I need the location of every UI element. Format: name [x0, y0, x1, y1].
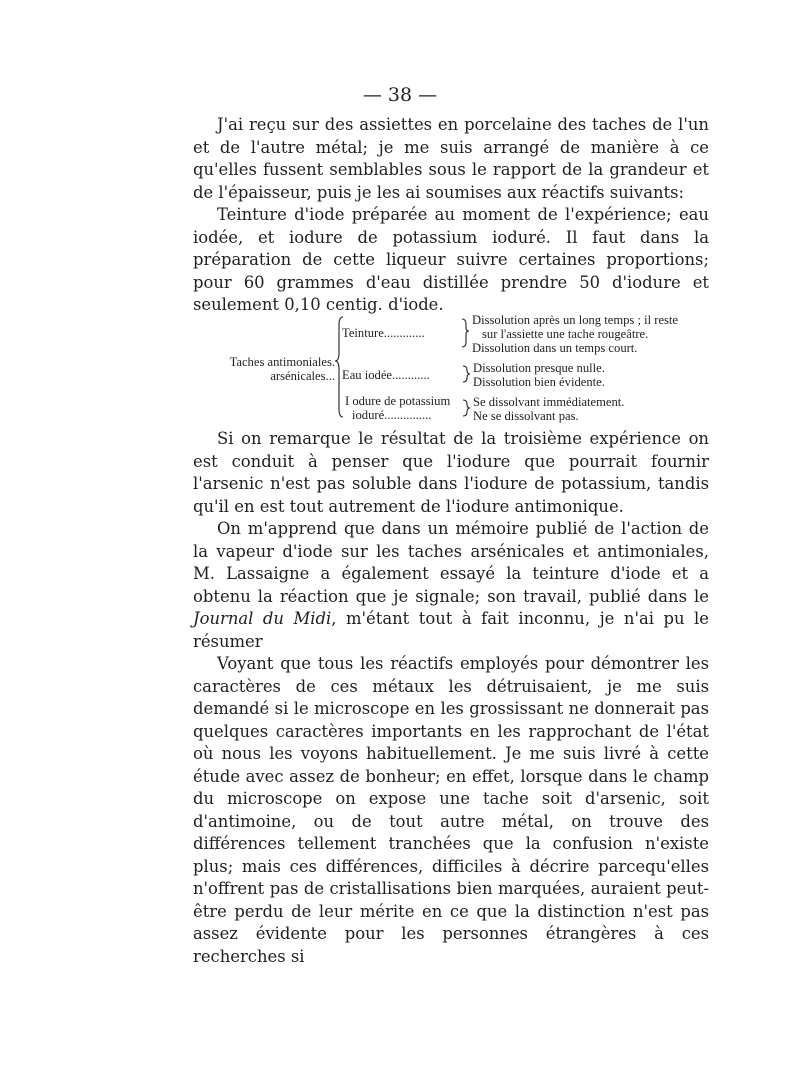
- reagent-iodure-line-2: ioduré...............: [352, 408, 432, 422]
- reaction-table: [205, 313, 705, 425]
- text-block-top: [193, 114, 709, 317]
- paragraph-reagents: Teinture d'iode préparée au moment de l'expérience; eau iodée, et iodure de potassium ioduré. Il faut dans la préparation de cette liqueur suivre certaines proportions; pour 60 grammes d'eau distillée prendre 50 d'iodure et seulement 0,10 centig. d'iode.: [193, 205, 709, 314]
- page-number: — 38 —: [362, 84, 438, 106]
- journal-title: Journal du Midi: [193, 609, 332, 628]
- subject-line-2: arsénicales...: [270, 369, 335, 383]
- paragraph-intro: J'ai reçu sur des assiettes en porcelaine des taches de l'un et de l'autre métal; je me suis arrangé de manière à ce qu'elles fussent semblables sous le rapport de la grandeur et de l'épaisseur, puis je les ai soumises aux réactifs suivants:: [193, 115, 709, 202]
- reagent-iodure-line-1: I odure de potassium: [345, 394, 451, 408]
- reagent-eau-iodee: Eau iodée............: [342, 368, 430, 382]
- result-iodure-arsenic: Ne se dissolvant pas.: [473, 409, 579, 423]
- subject-line-1: Taches antimoniales.: [229, 355, 335, 369]
- brace-eau-iodee: [463, 366, 470, 382]
- paragraph-microscope: Voyant que tous les réactifs employés pour démontrer les caractères de ces métaux les détruisaient, je me suis demandé si le microscope en les grossissant ne donnerait pas quelques caractères importants en les rapprochant de l'état où nous les voyons habituellement. Je me suis livré à cette étude avec assez de bonheur; en effet, lorsque dans le champ du microscope on expose une tache soit d'arsenic, soit d'antimoine, ou de tout autre métal, on trouve des différences tellement tranchées que la confusion n'existe plus; mais ces différences, difficiles à décrire parcequ'elles n'offrent pas de cristallisations bien marquées, auraient peut-être perdu de leur mérite en ce que la distinction n'est pas assez évidente pour les personnes étrangères à ces recherches si: [193, 654, 709, 966]
- brace-teinture: [462, 319, 469, 347]
- paragraph-lassaigne: [193, 518, 709, 653]
- result-iodure-antimony: Se dissolvant immédiatement.: [473, 395, 625, 409]
- result-teinture-antimony-1: Dissolution après un long temps ; il reste: [472, 313, 679, 327]
- lassaigne-text-after: , m'étant tout à fait inconnu, je n'ai pu le résumer: [193, 609, 709, 651]
- brace-iodure: [463, 400, 470, 416]
- result-teinture-arsenic: Dissolution dans un temps court.: [472, 341, 638, 355]
- lassaigne-text-before: On m'apprend que dans un mémoire publié de l'action de la vapeur d'iode sur les taches arsénicales et antimoniales, M. Lassaigne a également essayé la teinture d'iode et a obtenu la réaction que je signale; son travail, publié dans le: [193, 519, 709, 606]
- paragraph-remark: Si on remarque le résultat de la troisième expérience on est conduit à penser que l'iodure que pourrait fournir l'arsenic n'est pas soluble dans l'iodure de potassium, tandis qu'il en est tout autrement de l'iodure antimonique.: [193, 429, 709, 516]
- reagent-teinture: Teinture.............: [342, 326, 425, 340]
- result-eau-arsenic: Dissolution bien évidente.: [473, 375, 605, 389]
- result-eau-antimony: Dissolution presque nulle.: [473, 361, 605, 375]
- result-teinture-antimony-2: sur l'assiette une tache rougeâtre.: [482, 327, 649, 341]
- text-block-bottom: [193, 428, 709, 968]
